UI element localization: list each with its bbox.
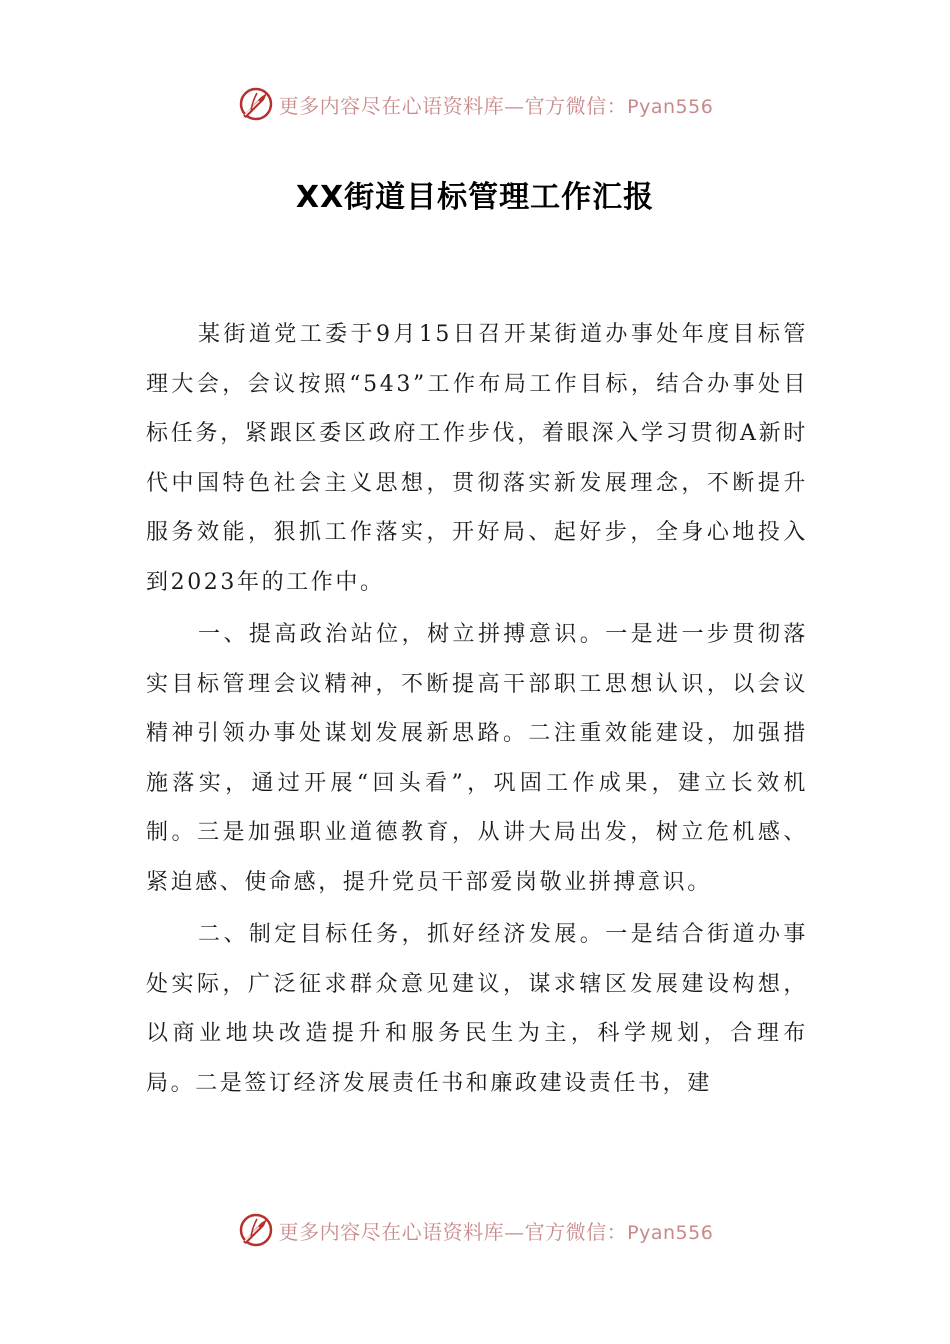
- document-title: XX街道目标管理工作汇报: [295, 180, 655, 215]
- paragraph-section-one: 一、提高政治站位，树立拼搏意识。一是进一步贯彻落实目标管理会议精神，不断提高干部职工思想认识，以会议精神引领办事处谋划发展新思路。二注重效能建设，加强措施落实，通过开展“回头看”，巩固工作成果，建立长效机制。三是加强职业道德教育，从讲大局出发，树立危机感、紧迫感、使命感，提升党员干部爱岗敬业拼搏意识。: [146, 622, 808, 895]
- header-banner-text: 更多内容尽在心语资料库—官方微信：Pyan556: [278, 93, 714, 118]
- paragraph-intro: 某街道党工委于9月15日召开某街道办事处年度目标管理大会，会议按照“543”工作布局工作目标，结合办事处目标任务，紧跟区委区政府工作步伐，着眼深入学习贯彻A新时代中国特色社会主义思想，贯彻落实新发展理念，不断提升服务效能，狠抓工作落实，开好局、起好步，全身心地投入到2023年的工作中。: [146, 322, 808, 595]
- header-banner: [0, 82, 950, 126]
- document-body: [146, 310, 808, 1111]
- footer-banner-text: 更多内容尽在心语资料库—官方微信：Pyan556: [278, 1219, 714, 1244]
- header-wechat-id: Pyan556: [627, 95, 714, 118]
- paragraph-section-two: 二、制定目标任务，抓好经济发展。一是结合街道办事处实际，广泛征求群众意见建议，谋求辖区发展建设构想，以商业地块改造提升和服务民生为主，科学规划，合理布局。二是签订经济发展责任书和廉政建设责任书，建: [146, 922, 808, 1096]
- pen-nib-logo-icon: [237, 1211, 275, 1249]
- footer-wechat-id: Pyan556: [627, 1221, 714, 1244]
- footer-banner: [0, 1208, 950, 1252]
- pen-nib-logo-icon: [237, 85, 275, 123]
